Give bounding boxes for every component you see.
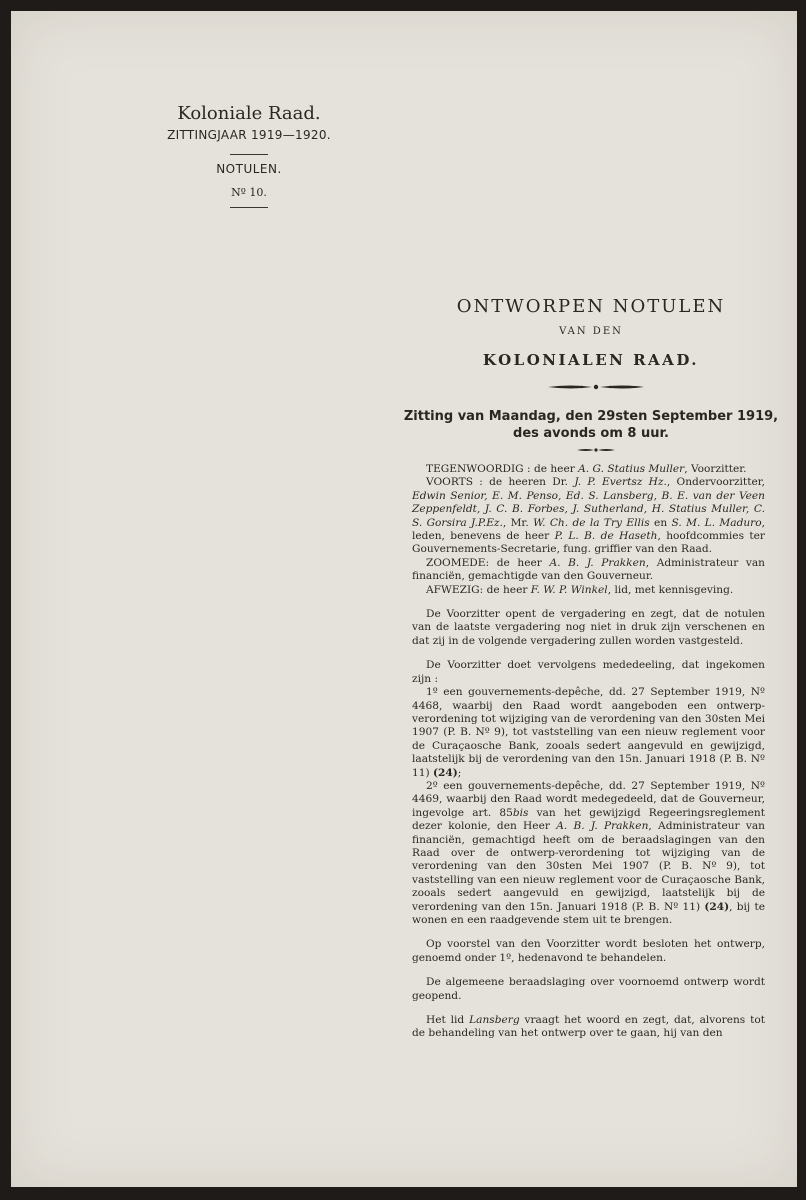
- attendance-also: VOORTS : de heeren Dr. J. P. Evertsz Hz., Ondervoorzitter, Edwin Senior, E. M. Penso, Ed. S. Lansberg, B. E. van der Veen Zeppenfeldt, J. C. B. Forbes, J. Sutherland, H. Statius Muller, C. S. Gorsira J.P.Ez., Mr. W. Ch. de la Try Ellis en S. M. L. Maduro, leden, benevens de heer P. L. B. de Haseth, hoofdcommies ter Gouvernements-Secretarie, fung. griffier van den Raad.: [412, 476, 765, 556]
- document-page: [11, 11, 797, 1187]
- minutes-body: [412, 463, 765, 1052]
- session-year: ZITTINGJAAR 1919—1920.: [167, 128, 331, 142]
- attendance-absent: AFWEZIG: de heer F. W. P. Winkel, lid, met kennisgeving.: [426, 583, 734, 596]
- paragraph-announcement: De Voorzitter doet vervolgens mededeeling, dat ingekomen zijn :: [412, 659, 765, 685]
- paragraph-debate-opened: De algemeene beraadslaging over voornoemd ontwerp wordt geopend.: [412, 976, 765, 1002]
- header-divider: [230, 207, 268, 208]
- paragraph-proposal: Op voorstel van den Voorzitter wordt besloten het ontwerp, genoemd onder 1º, hedenavond te behandelen.: [412, 938, 765, 964]
- attendance-present: TEGENWOORDIG : de heer A. G. Statius Muller, Voorzitter.: [426, 463, 747, 475]
- header-divider: [230, 154, 268, 155]
- paragraph-item-1: 1º een gouvernements-depêche, dd. 27 September 1919, Nº 4468, waarbij den Raad wordt aangeboden een ontwerp-verordening tot wijziging van de verordening van den 30sten Mei 1907 (P. B. Nº 9), tot vaststelling van een nieuw reglement voor de Curaçaosche Bank, zooals sedert aangevuld en gewijzigd, laatstelijk bij de verordening van den 15n. Januari 1918 (P. B. Nº 11) (24);: [412, 686, 765, 779]
- minutes-number: Nº 10.: [231, 186, 267, 199]
- left-header: [144, 103, 354, 208]
- title-connector: VAN DEN: [559, 326, 623, 337]
- council-title: Koloniale Raad.: [177, 103, 321, 124]
- paragraph-opening: De Voorzitter opent de vergadering en zegt, dat de notulen van de laatste vergadering nog niet in druk zijn verschenen en dat zij in de volgende vergadering zullen worden vastgesteld.: [412, 608, 765, 647]
- attendance-furthermore: ZOOMEDE: de heer A. B. J. Prakken, Administrateur van financiën, gemachtigde van den Gouverneur.: [412, 556, 765, 583]
- document-title: ONTWORPEN NOTULEN: [456, 296, 726, 317]
- minutes-label: NOTULEN.: [216, 162, 282, 176]
- session-time: des avonds om 8 uur.: [513, 426, 669, 441]
- small-ornament-icon: [576, 446, 616, 454]
- session-date: Zitting van Maandag, den 29sten September 1919,: [403, 409, 779, 424]
- paragraph-item-2: 2º een gouvernements-depêche, dd. 27 September 1919, Nº 4469, waarbij den Raad wordt medegedeeld, dat de Gouverneur, ingevolge art. 85bis van het gewijzigd Regeeringsreglement dezer kolonie, den Heer A. B. J. Prakken, Administrateur van financiën, gemachtigd heeft om de beraadslagingen van den Raad over de ontwerp-verordening tot wijziging van de verordening van den 30sten Mei 1907 (P. B. Nº 9), tot vaststelling van een nieuw reglement voor de Curaçaosche Bank, zooals sedert aangevuld en gewijzigd, laatstelijk bij de verordening van den 15n. Januari 1918 (P. B. Nº 11) (24), bij te wonen en een raadgevende stem uit te brengen.: [412, 779, 766, 926]
- council-heading: KOLONIALEN RAAD.: [482, 351, 700, 369]
- paragraph-lansberg: Het lid Lansberg vraagt het woord en zegt, dat, alvorens tot de behandeling van het ontwerp over te gaan, hij van den: [412, 1014, 765, 1040]
- ornament-divider-icon: [546, 382, 646, 392]
